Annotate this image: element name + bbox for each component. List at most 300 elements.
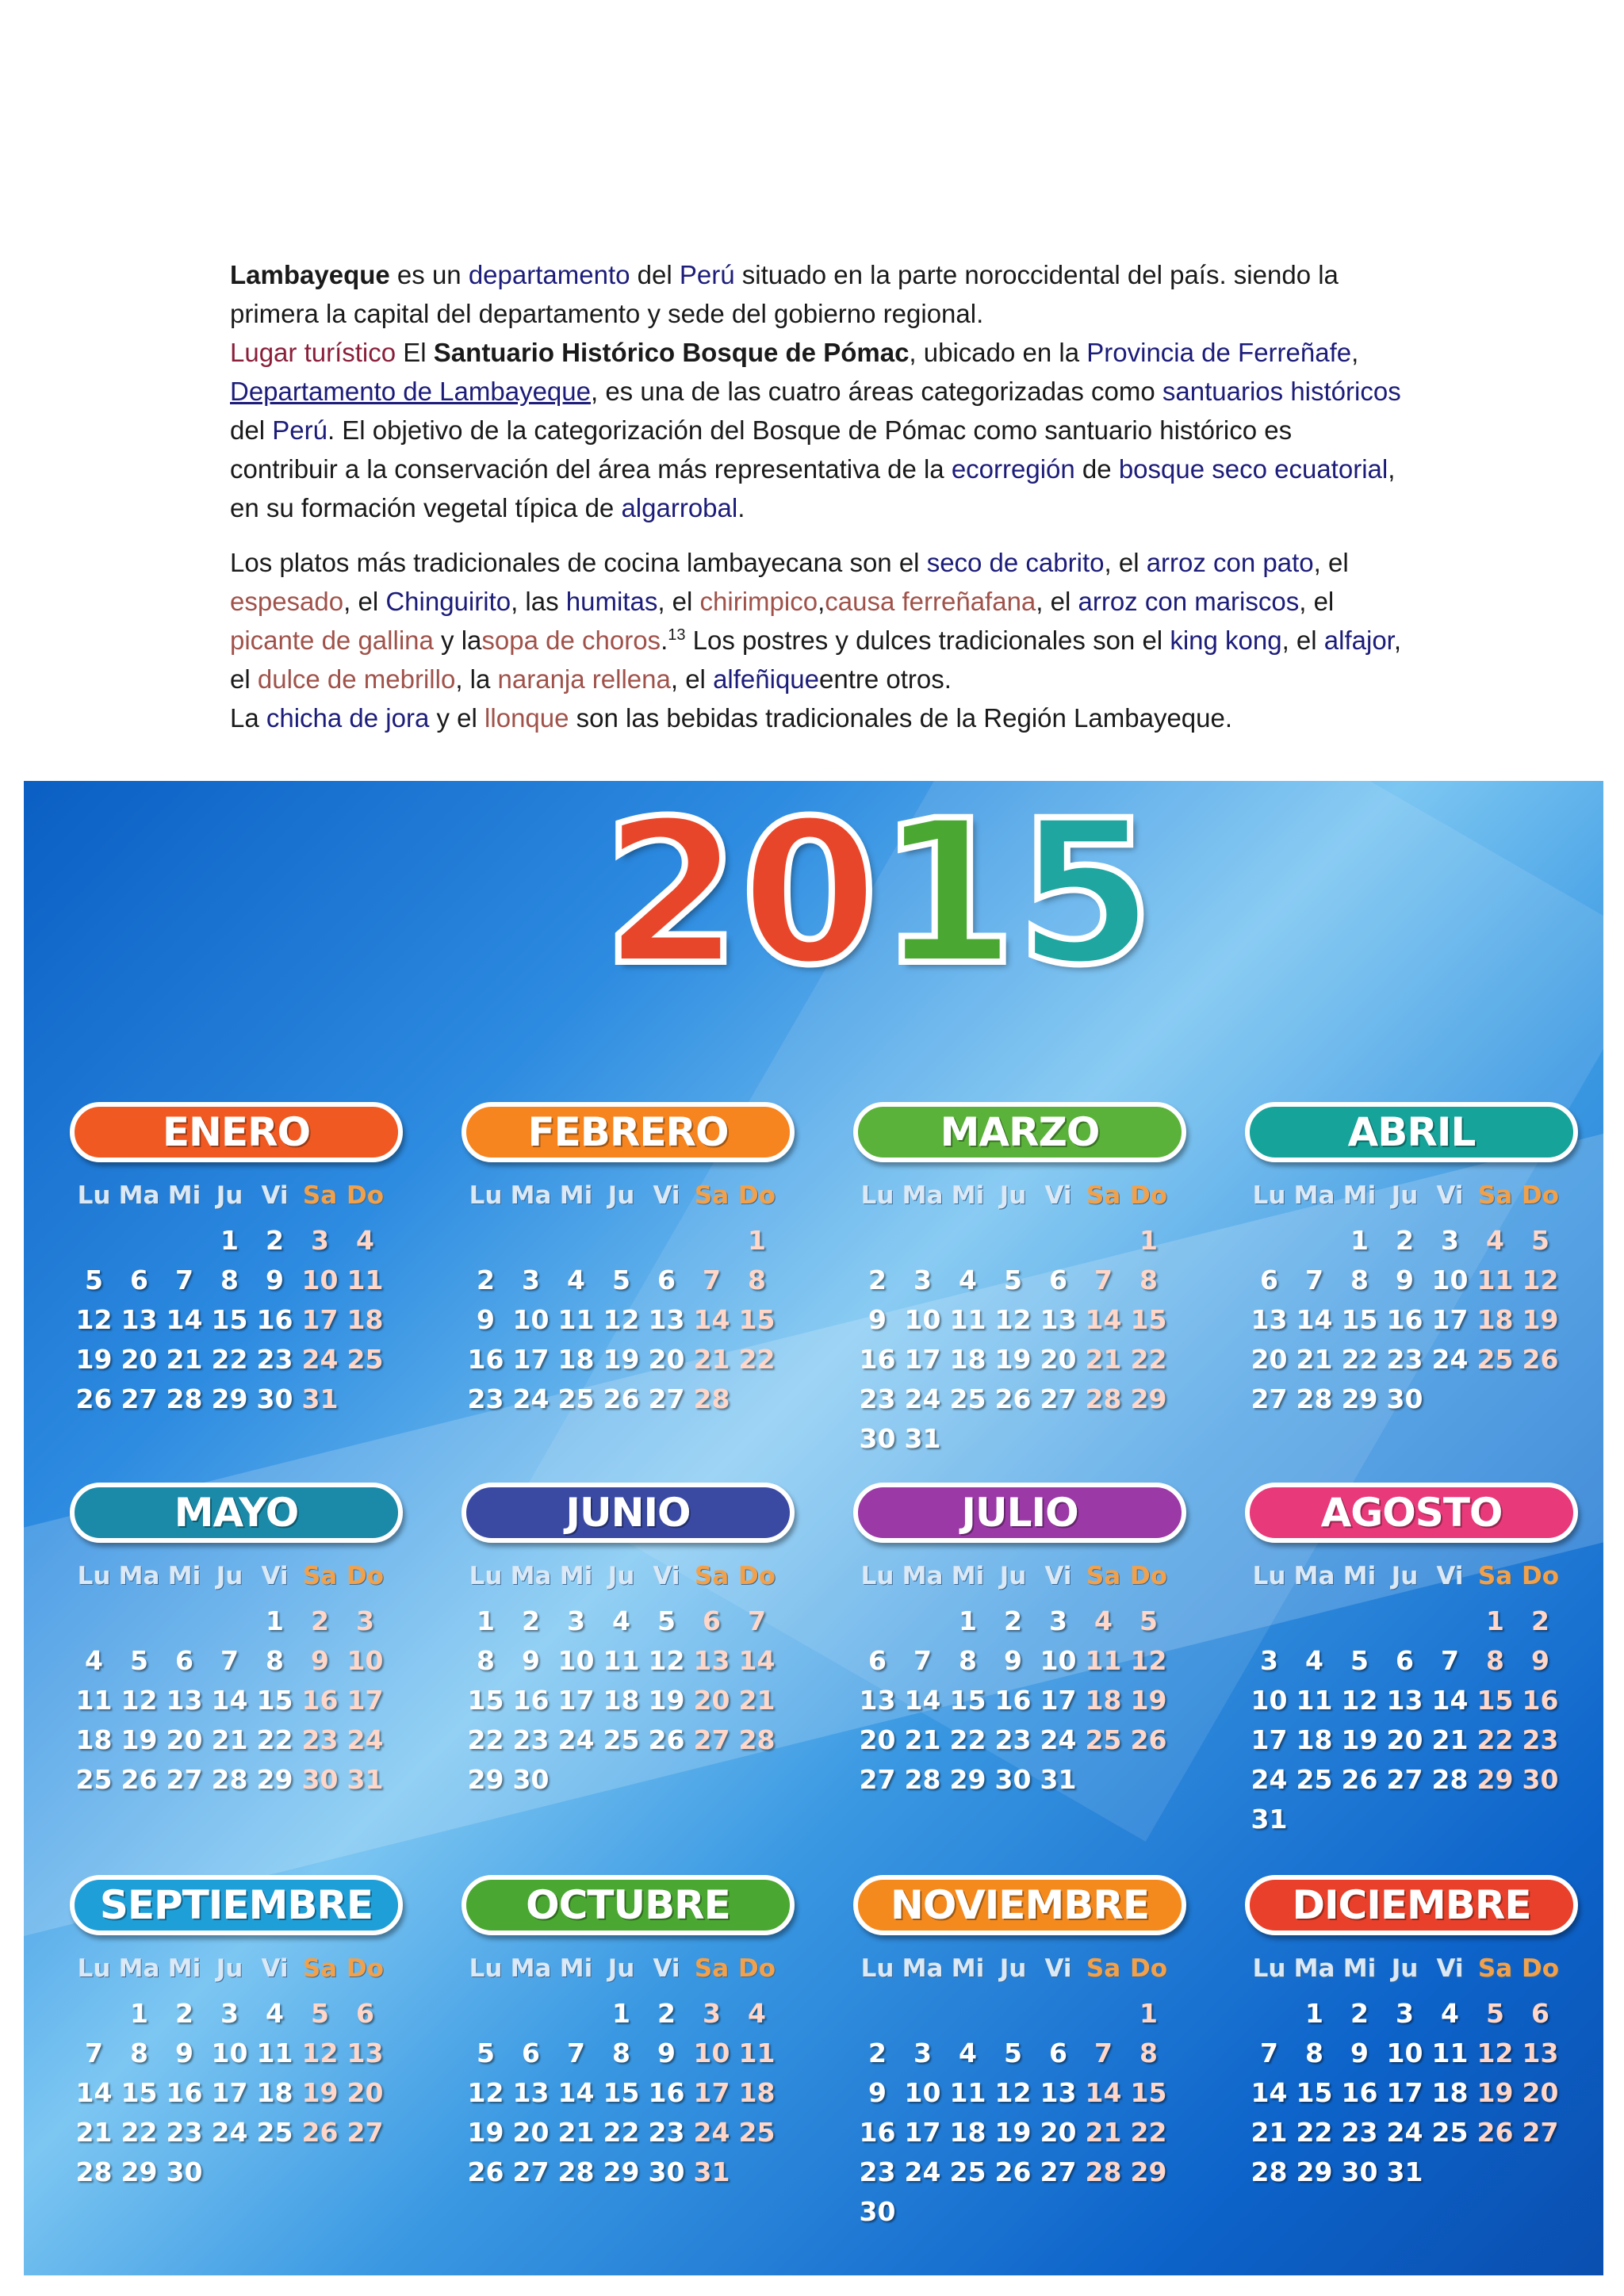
day-number: 19 [467,2117,504,2148]
day-grid [855,1601,1186,1800]
day-number: 11 [1085,1645,1122,1676]
weekday-label: Vi [1044,1562,1072,1590]
day-empty [1036,1221,1081,1261]
weekday-label: Vi [261,1181,289,1210]
day-number: 6 [1396,1645,1414,1676]
day-number: 26 [75,1383,113,1414]
weekday-label: Sa [1477,1954,1513,1983]
day-number: 30 [648,2156,685,2187]
day-number: 5 [477,2038,495,2068]
day-number: 12 [1341,1685,1378,1716]
text-run: . [737,493,745,522]
month-mayo [70,1483,403,1800]
link-arroz-con-pato[interactable]: arroz con pato [1146,548,1314,577]
day-number: 16 [648,2077,685,2108]
link-llonque[interactable]: llonque [485,703,569,733]
link-seco-de-cabrito[interactable]: seco de cabrito [926,548,1105,577]
day-number: 27 [121,1383,158,1414]
day-number: 30 [859,1423,896,1454]
day-number: 18 [1085,1685,1122,1716]
day-empty [855,1601,900,1641]
day-number: 8 [477,1645,495,1676]
day-number: 29 [1341,1383,1378,1414]
day-number: 16 [512,1685,550,1716]
day-number: 28 [75,2156,113,2187]
day-number: 24 [1251,1764,1288,1795]
link-bosque-seco[interactable]: bosque seco ecuatorial [1118,454,1388,484]
day-number: 16 [859,2117,896,2148]
text-run: , el [343,587,386,616]
day-number: 4 [85,1645,103,1676]
day-number: 24 [1431,1344,1469,1375]
day-number: 21 [1296,1344,1333,1375]
day-number: 11 [1431,2038,1469,2068]
day-number: 22 [467,1724,504,1755]
day-number: 27 [166,1764,203,1795]
day-empty [1292,1221,1337,1261]
text-run: . El objetivo de la categorización del Bosque de Pómac como santuario histórico es contribuir a la conservación del área más representativa de la [230,415,1293,484]
weekday-label: Vi [1436,1562,1464,1590]
day-number: 4 [266,1998,284,2029]
day-number: 13 [1251,1304,1288,1335]
day-empty [900,1994,945,2034]
day-number: 31 [904,1423,941,1454]
day-number: 9 [1531,1645,1549,1676]
day-number: 18 [256,2077,293,2108]
day-number: 22 [603,2117,640,2148]
weekday-label: Ma [1293,1954,1335,1983]
day-number: 21 [75,2117,113,2148]
day-number: 13 [1522,2038,1559,2068]
day-number: 8 [1350,1265,1369,1295]
day-number: 7 [1260,2038,1278,2068]
link-espesado[interactable]: espesado [230,587,344,616]
link-peru-2[interactable]: Perú [272,415,327,445]
day-empty [553,1221,599,1261]
day-number: 11 [347,1265,384,1295]
day-number: 8 [612,2038,630,2068]
day-number: 26 [648,1724,685,1755]
day-number: 5 [1531,1225,1549,1256]
day-number: 21 [738,1685,776,1716]
day-number: 5 [311,1998,329,2029]
day-number: 28 [166,1383,203,1414]
day-number: 19 [603,1344,640,1375]
day-number: 24 [904,2156,941,2187]
day-number: 10 [211,2038,248,2068]
day-number: 1 [1305,1998,1323,2029]
day-number: 28 [1296,1383,1333,1414]
month-abril [1245,1102,1578,1419]
day-empty [1247,1601,1292,1641]
day-number: 28 [1085,1383,1122,1414]
weekday-row [1247,1560,1578,1592]
day-empty [71,1601,117,1641]
weekday-label: Lu [860,1954,894,1983]
day-number: 28 [1085,2156,1122,2187]
day-number: 23 [256,1344,293,1375]
day-number: 20 [1040,2117,1077,2148]
day-number: 19 [75,1344,113,1375]
day-number: 12 [467,2077,504,2108]
text-run: y el [429,703,485,733]
day-number: 20 [1251,1344,1288,1375]
weekday-label: Sa [1086,1181,1121,1210]
weekday-row [71,1560,403,1592]
weekday-label: Sa [1086,1562,1121,1590]
link-humitas[interactable]: humitas [565,587,658,616]
day-number: 1 [612,1998,630,2029]
text-run: , el [1313,548,1349,577]
day-number: 2 [1004,1605,1022,1636]
year-digit: 5 [1016,781,1150,1008]
weekday-label: Do [1521,1562,1560,1590]
day-number: 15 [256,1685,293,1716]
text-run: , ubicado en la [909,338,1087,367]
day-number: 25 [949,2156,986,2187]
text-run: situado en la parte noroccidental del país. siendo la primera la capital del departamento y sede del gobierno regional. [230,260,1339,328]
day-number: 20 [347,2077,384,2108]
day-empty [71,1994,117,2034]
day-empty [162,1221,207,1261]
day-number: 5 [657,1605,676,1636]
day-number: 13 [693,1645,730,1676]
day-number: 14 [211,1685,248,1716]
text-run: . [661,626,668,655]
weekday-label: Ju [607,1562,635,1590]
weekday-label: Mi [167,1181,201,1210]
day-empty [855,1221,900,1261]
day-number: 30 [256,1383,293,1414]
weekday-label: Do [346,1181,385,1210]
day-number: 20 [121,1344,158,1375]
day-number: 25 [1085,1724,1122,1755]
link-alfenique[interactable]: alfeñique [713,664,820,694]
day-number: 3 [356,1605,374,1636]
day-number: 17 [347,1685,384,1716]
day-number: 19 [301,2077,339,2108]
footnote-ref[interactable]: 13 [668,626,686,644]
link-departamento-lambayeque[interactable]: Departamento de Lambayeque [230,377,591,406]
text-run: , el [657,587,700,616]
day-number: 2 [1531,1605,1549,1636]
link-peru[interactable]: Perú [679,260,735,289]
term-lambayeque: Lambayeque [230,260,390,289]
weekday-label: Ma [1293,1181,1335,1210]
link-lugar-turistico[interactable]: Lugar turístico [230,338,396,367]
day-number: 26 [1130,1724,1167,1755]
weekday-label: Do [1129,1562,1168,1590]
day-number: 10 [557,1645,595,1676]
day-number: 11 [949,2077,986,2108]
day-number: 13 [347,2038,384,2068]
day-number: 26 [121,1764,158,1795]
day-number: 15 [1130,2077,1167,2108]
day-number: 14 [1085,1304,1122,1335]
day-number: 1 [477,1605,495,1636]
day-number: 12 [301,2038,339,2068]
day-number: 8 [130,2038,148,2068]
day-number: 5 [612,1265,630,1295]
link-alfajor[interactable]: alfajor [1323,626,1394,655]
weekday-label: Mi [559,1181,593,1210]
weekday-row [71,1953,403,1984]
text-run: , el [230,626,1402,694]
day-number: 17 [557,1685,595,1716]
day-number: 28 [738,1724,776,1755]
day-number: 21 [557,2117,595,2148]
day-number: 8 [748,1265,766,1295]
day-empty [162,1601,207,1641]
weekday-label: Vi [1436,1181,1464,1210]
day-number: 10 [1431,1265,1469,1295]
day-number: 31 [347,1764,384,1795]
day-number: 26 [1477,2117,1514,2148]
weekday-label: Sa [302,1954,338,1983]
day-number: 27 [512,2156,550,2187]
day-number: 18 [949,2117,986,2148]
link-king-kong[interactable]: king kong [1170,626,1282,655]
day-number: 2 [657,1998,676,2029]
day-number: 8 [220,1265,239,1295]
day-number: 10 [347,1645,384,1676]
day-number: 9 [175,2038,193,2068]
weekday-label: Ju [999,1181,1027,1210]
link-causa-ferrenafana[interactable]: causa ferreñafana [825,587,1036,616]
day-number: 26 [301,2117,339,2148]
weekday-label: Vi [653,1181,680,1210]
month-septiembre [70,1875,403,2192]
day-number: 11 [603,1645,640,1676]
day-number: 4 [1441,1998,1459,2029]
text-run: , el [670,664,714,694]
day-empty [945,1221,990,1261]
link-provincia-ferrenafe[interactable]: Provincia de Ferreñafe [1086,338,1352,367]
weekday-label: Lu [469,1954,503,1983]
day-number: 19 [1477,2077,1514,2108]
day-number: 25 [347,1344,384,1375]
day-number: 5 [1486,1998,1504,2029]
day-number: 6 [703,1605,721,1636]
link-sopa-de-choros[interactable]: sopa de choros [481,626,661,655]
day-number: 20 [859,1724,896,1755]
day-number: 26 [994,1383,1032,1414]
text-run: , el [1299,587,1335,616]
day-number: 9 [311,1645,329,1676]
link-chirimpico[interactable]: chirimpico [699,587,818,616]
day-number: 20 [648,1344,685,1375]
day-empty [644,1221,689,1261]
link-departamento[interactable]: departamento [468,260,630,289]
day-number: 23 [859,1383,896,1414]
weekday-label: Do [737,1562,776,1590]
day-number: 19 [994,1344,1032,1375]
link-algarrobal[interactable]: algarrobal [621,493,738,522]
day-number: 17 [1251,1724,1288,1755]
day-number: 3 [567,1605,585,1636]
day-number: 5 [1350,1645,1369,1676]
month-julio [853,1483,1186,1800]
month-title: ENERO [70,1102,403,1162]
link-dulce-de-membrillo[interactable]: dulce de mebrillo [257,664,456,694]
text-run: entre otros. [819,664,952,694]
day-number: 5 [1004,2038,1022,2068]
day-number: 29 [256,1764,293,1795]
day-number: 31 [693,2156,730,2187]
weekday-row [855,1560,1186,1592]
day-number: 29 [211,1383,248,1414]
day-number: 13 [166,1685,203,1716]
article-text [230,255,1404,737]
day-number: 29 [121,2156,158,2187]
day-number: 11 [1296,1685,1333,1716]
day-number: 11 [557,1304,595,1335]
day-number: 16 [256,1304,293,1335]
day-number: 7 [85,2038,103,2068]
day-number: 21 [1085,1344,1122,1375]
month-enero [70,1102,403,1419]
day-number: 25 [557,1383,595,1414]
day-number: 18 [75,1724,113,1755]
day-number: 25 [256,2117,293,2148]
day-number: 10 [1386,2038,1423,2068]
link-santuarios-historicos[interactable]: santuarios históricos [1162,377,1401,406]
day-number: 23 [467,1383,504,1414]
link-chicha-de-jora[interactable]: chicha de jora [266,703,430,733]
day-number: 18 [557,1344,595,1375]
weekday-label: Ma [902,1562,944,1590]
day-number: 1 [266,1605,284,1636]
weekday-row [71,1180,403,1211]
day-number: 12 [994,2077,1032,2108]
day-empty [855,1994,900,2034]
weekday-label: Lu [77,1954,111,1983]
day-number: 11 [738,2038,776,2068]
weekday-label: Mi [1342,1181,1377,1210]
link-picante-de-gallina[interactable]: picante de gallina [230,626,434,655]
weekday-label: Lu [1252,1954,1286,1983]
day-empty [117,1221,162,1261]
weekday-label: Vi [261,1954,289,1983]
weekday-label: Vi [1044,1954,1072,1983]
day-number: 4 [959,1265,977,1295]
link-arroz-con-mariscos[interactable]: arroz con mariscos [1078,587,1300,616]
month-title: DICIEMBRE [1245,1875,1578,1935]
day-number: 15 [603,2077,640,2108]
day-number: 13 [648,1304,685,1335]
day-number: 30 [994,1764,1032,1795]
day-number: 20 [1386,1724,1423,1755]
weekday-label: Ma [902,1954,944,1983]
day-number: 12 [994,1304,1032,1335]
day-empty [945,1994,990,2034]
day-number: 11 [75,1685,113,1716]
day-number: 6 [175,1645,193,1676]
day-grid [1247,1221,1578,1419]
day-number: 10 [1251,1685,1288,1716]
day-number: 18 [347,1304,384,1335]
day-number: 10 [1040,1645,1077,1676]
link-ecorregion[interactable]: ecorregión [951,454,1075,484]
day-number: 17 [904,2117,941,2148]
day-number: 29 [603,2156,640,2187]
day-number: 26 [994,2156,1032,2187]
day-number: 9 [1004,1645,1022,1676]
day-number: 4 [567,1265,585,1295]
link-chinguirito[interactable]: Chinguirito [385,587,511,616]
day-number: 8 [959,1645,977,1676]
day-number: 27 [1040,2156,1077,2187]
text-run: , [1351,338,1359,367]
day-empty [117,1601,162,1641]
text-run: , las [511,587,566,616]
day-empty [463,1994,508,2034]
day-number: 9 [1396,1265,1414,1295]
link-naranja-rellena[interactable]: naranja rellena [497,664,671,694]
day-number: 17 [301,1304,339,1335]
weekday-label: Ju [999,1562,1027,1590]
day-number: 28 [904,1764,941,1795]
day-number: 4 [1486,1225,1504,1256]
day-number: 16 [166,2077,203,2108]
day-number: 4 [356,1225,374,1256]
weekday-row [1247,1180,1578,1211]
weekday-label: Sa [1086,1954,1121,1983]
text-run: , [818,587,825,616]
day-number: 15 [1130,1304,1167,1335]
weekday-label: Ma [902,1181,944,1210]
day-grid [71,1994,403,2192]
day-grid [71,1221,403,1419]
weekday-label: Mi [167,1954,201,1983]
weekday-label: Ju [999,1954,1027,1983]
weekday-label: Sa [694,1954,730,1983]
paragraph-cocina [230,543,1404,737]
weekday-row [463,1560,795,1592]
day-number: 9 [266,1265,284,1295]
day-number: 9 [1350,2038,1369,2068]
day-number: 1 [1139,1225,1158,1256]
day-grid [855,1221,1186,1459]
day-number: 5 [85,1265,103,1295]
day-empty [1382,1601,1427,1641]
weekday-label: Sa [1477,1181,1513,1210]
weekday-label: Do [1521,1954,1560,1983]
day-number: 14 [1085,2077,1122,2108]
text-run: y la [433,626,482,655]
day-number: 23 [859,2156,896,2187]
day-number: 13 [1386,1685,1423,1716]
day-number: 19 [648,1685,685,1716]
day-number: 22 [1130,1344,1167,1375]
day-number: 20 [693,1685,730,1716]
day-empty [1292,1601,1337,1641]
day-number: 24 [1386,2117,1423,2148]
day-number: 29 [1130,2156,1167,2187]
day-number: 3 [914,1265,932,1295]
day-number: 30 [512,1764,550,1795]
weekday-label: Sa [694,1181,730,1210]
day-number: 22 [1130,2117,1167,2148]
weekday-label: Do [1521,1181,1560,1210]
day-number: 22 [738,1344,776,1375]
text-run: del [230,415,273,445]
month-title: ABRIL [1245,1102,1578,1162]
year-digit: 0 [740,781,874,1008]
day-number: 10 [904,1304,941,1335]
day-number: 5 [1004,1265,1022,1295]
day-empty [1427,1601,1473,1641]
